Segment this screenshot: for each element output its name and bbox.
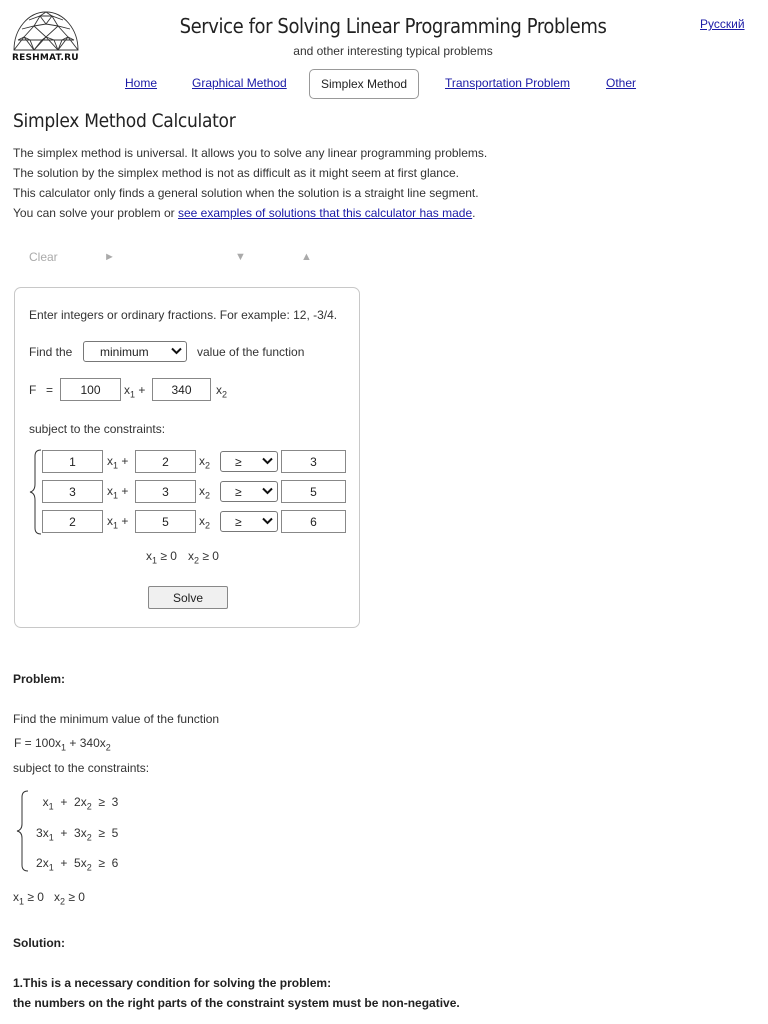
play-icon[interactable]: ► — [104, 251, 115, 263]
problem-objective-mid: + 340 — [66, 736, 100, 750]
chevron-down-icon — [262, 516, 273, 528]
problem-constraint-row: $2x_1 + 5x_2 \ge 6$ — [36, 856, 119, 873]
examples-suffix: . — [472, 206, 476, 220]
constraint-3-x1-letter: x — [107, 514, 113, 528]
nonnegativity-x2: $x_2 \ge 0$ — [188, 549, 219, 566]
nav-graphical-method[interactable]: Graphical Method — [192, 76, 287, 90]
problem-row-3-mid: + 5 — [53, 856, 81, 870]
constraint-2-plus: + — [121, 484, 129, 498]
problem-nonnegativity: $x_1 \ge 0$ $x_2 \ge 0$ — [13, 890, 85, 907]
nav-home[interactable]: Home — [125, 76, 158, 90]
nav-transportation-problem[interactable]: Transportation Problem — [445, 76, 570, 90]
problem-row-1-tail: ≥ 3 — [91, 795, 119, 809]
objective-coef-x1-input[interactable] — [60, 378, 121, 401]
constraint-2-rhs-input[interactable] — [281, 480, 346, 503]
problem-nonneg-2: ≥ 0 — [68, 890, 85, 904]
problem-objective-x1: x — [55, 736, 62, 750]
constraint-2-coef-x2-input[interactable] — [135, 480, 196, 503]
nonnegativity-x1: $x_1 \ge 0$ — [146, 549, 177, 566]
problem-nonneg-x1: x — [13, 890, 19, 904]
nonneg-x1-cond: ≥ 0 — [160, 549, 177, 563]
constraint-2-sign-value: ≥ — [235, 484, 242, 499]
problem-row-2-x1: x — [42, 826, 49, 840]
var-x1: $x_1$ + — [124, 383, 146, 400]
constraint-1-coef-x1-input[interactable] — [42, 450, 103, 473]
calculator-panel — [14, 287, 360, 628]
language-link[interactable]: Русский — [700, 17, 745, 31]
arrow-up-icon[interactable]: ▲ — [301, 251, 312, 263]
constraint-3-plus: + — [121, 514, 129, 528]
constraint-1-x1: $x_1$ + — [107, 454, 129, 471]
constraint-1-x1-letter: x — [107, 454, 113, 468]
problem-nonneg-1: ≥ 0 — [27, 890, 44, 904]
constraint-3-rhs-input[interactable] — [281, 510, 346, 533]
problem-row-3-x1: x — [42, 856, 49, 870]
constraint-2-sign-select[interactable] — [220, 481, 278, 502]
nonneg-x2-cond: ≥ 0 — [202, 549, 219, 563]
intro-line-2: The solution by the simplex method is not as difficult as it might seem at first glance. — [13, 166, 459, 180]
constraint-2-x2: $x_2$ — [199, 484, 211, 501]
find-the-label: Find the — [29, 345, 73, 359]
intro-line-4 — [13, 206, 476, 220]
site-title: Service for Solving Linear Programming Problems — [179, 14, 607, 38]
nonneg-x2-letter: x — [188, 549, 194, 563]
var-x1-letter: x — [124, 383, 130, 397]
problem-row-2-mid: + 3 — [53, 826, 81, 840]
main-nav — [0, 68, 768, 100]
problem-objective-prefix: F = 100 — [14, 736, 56, 750]
problem-objective: $F = 100x_1 + 340x_2$ — [14, 736, 111, 753]
solution-step-1: 1.This is a necessary condition for solving the problem: — [13, 976, 332, 990]
plus-sign: + — [138, 383, 146, 397]
problem-constraint-row: $x_1 + 2x_2 \ge 3$ — [42, 795, 119, 812]
intro-line-3: This calculator only finds a general solution when the solution is a straight line segment. — [13, 186, 479, 200]
var-x2: $x_2$ — [216, 383, 228, 400]
brand-name: RESHMAT.RU — [12, 53, 79, 63]
constraint-3-x2: $x_2$ — [199, 514, 211, 531]
problem-row-3-lead: 2 — [36, 856, 43, 870]
problem-objective-x2: x — [99, 736, 106, 750]
constraint-brace-icon — [29, 449, 43, 535]
constraint-3-sign-value: ≥ — [235, 514, 242, 529]
problem-subject-to: subject to the constraints: — [13, 761, 150, 775]
constraint-3-coef-x1-input[interactable] — [42, 510, 103, 533]
nav-simplex-method[interactable]: Simplex Method — [309, 69, 419, 99]
problem-row-1-x2: x — [80, 795, 87, 809]
constraint-2-x1-letter: x — [107, 484, 113, 498]
page-title: Simplex Method Calculator — [13, 110, 236, 132]
nav-other[interactable]: Other — [606, 76, 637, 90]
problem-row-3-x2: x — [80, 856, 87, 870]
problem-constraint-row: $3x_1 + 3x_2 \ge 5$ — [36, 826, 119, 843]
clear-button[interactable]: Clear — [29, 250, 58, 264]
arrow-down-icon[interactable]: ▼ — [235, 251, 246, 263]
constraint-3-sign-select[interactable] — [220, 511, 278, 532]
constraint-1-plus: + — [121, 454, 129, 468]
nonneg-x1-letter: x — [146, 549, 152, 563]
constraint-3-x1: $x_1$ + — [107, 514, 129, 531]
goal-select[interactable] — [83, 341, 187, 362]
constraint-1-coef-x2-input[interactable] — [135, 450, 196, 473]
problem-row-3-tail: ≥ 6 — [91, 856, 119, 870]
goal-select-value: minimum — [100, 344, 149, 359]
constraint-1-x2-letter: x — [199, 454, 205, 468]
var-x2-letter: x — [216, 383, 222, 397]
subject-to-label: subject to the constraints: — [29, 422, 166, 436]
constraint-1-sign-value: ≥ — [235, 454, 242, 469]
problem-row-1-mid: + 2 — [53, 795, 81, 809]
examples-prefix: You can solve your problem or — [13, 206, 178, 220]
constraint-2-x2-letter: x — [199, 484, 205, 498]
solve-button[interactable]: Solve — [148, 586, 228, 609]
problem-brace-icon — [16, 790, 30, 872]
constraint-3-x2-letter: x — [199, 514, 205, 528]
constraint-2-coef-x1-input[interactable] — [42, 480, 103, 503]
problem-find-line: Find the minimum value of the function — [13, 712, 220, 726]
problem-row-2-lead: 3 — [36, 826, 43, 840]
constraint-1-x2: $x_2$ — [199, 454, 211, 471]
constraint-1-sign-select[interactable] — [220, 451, 278, 472]
chevron-down-icon — [262, 456, 273, 468]
site-subtitle: and other interesting typical problems — [293, 44, 493, 58]
constraint-2-x1: $x_1$ + — [107, 484, 129, 501]
chevron-down-icon — [171, 346, 182, 358]
intro-line-1: The simplex method is universal. It allows you to solve any linear programming problems. — [13, 146, 488, 160]
chevron-down-icon — [262, 486, 273, 498]
problem-row-2-x2: x — [80, 826, 87, 840]
solution-title: Solution: — [13, 936, 65, 950]
input-hint: Enter integers or ordinary fractions. For example: 12, -3/4. — [29, 308, 338, 322]
problem-title: Problem: — [13, 672, 66, 686]
f-label: F — [29, 383, 37, 397]
problem-row-1-x1: x — [42, 795, 49, 809]
problem-row-2-tail: ≥ 5 — [91, 826, 119, 840]
examples-link[interactable]: see examples of solutions that this calculator has made — [177, 206, 473, 220]
constraint-3-coef-x2-input[interactable] — [135, 510, 196, 533]
value-of-function-label: value of the function — [197, 345, 305, 359]
problem-nonneg-x2: x — [53, 890, 60, 904]
solution-step-1-detail: the numbers on the right parts of the constraint system must be non-negative. — [13, 996, 460, 1010]
constraint-1-rhs-input[interactable] — [281, 450, 346, 473]
equals-sign: = — [46, 383, 54, 397]
objective-coef-x2-input[interactable] — [152, 378, 211, 401]
